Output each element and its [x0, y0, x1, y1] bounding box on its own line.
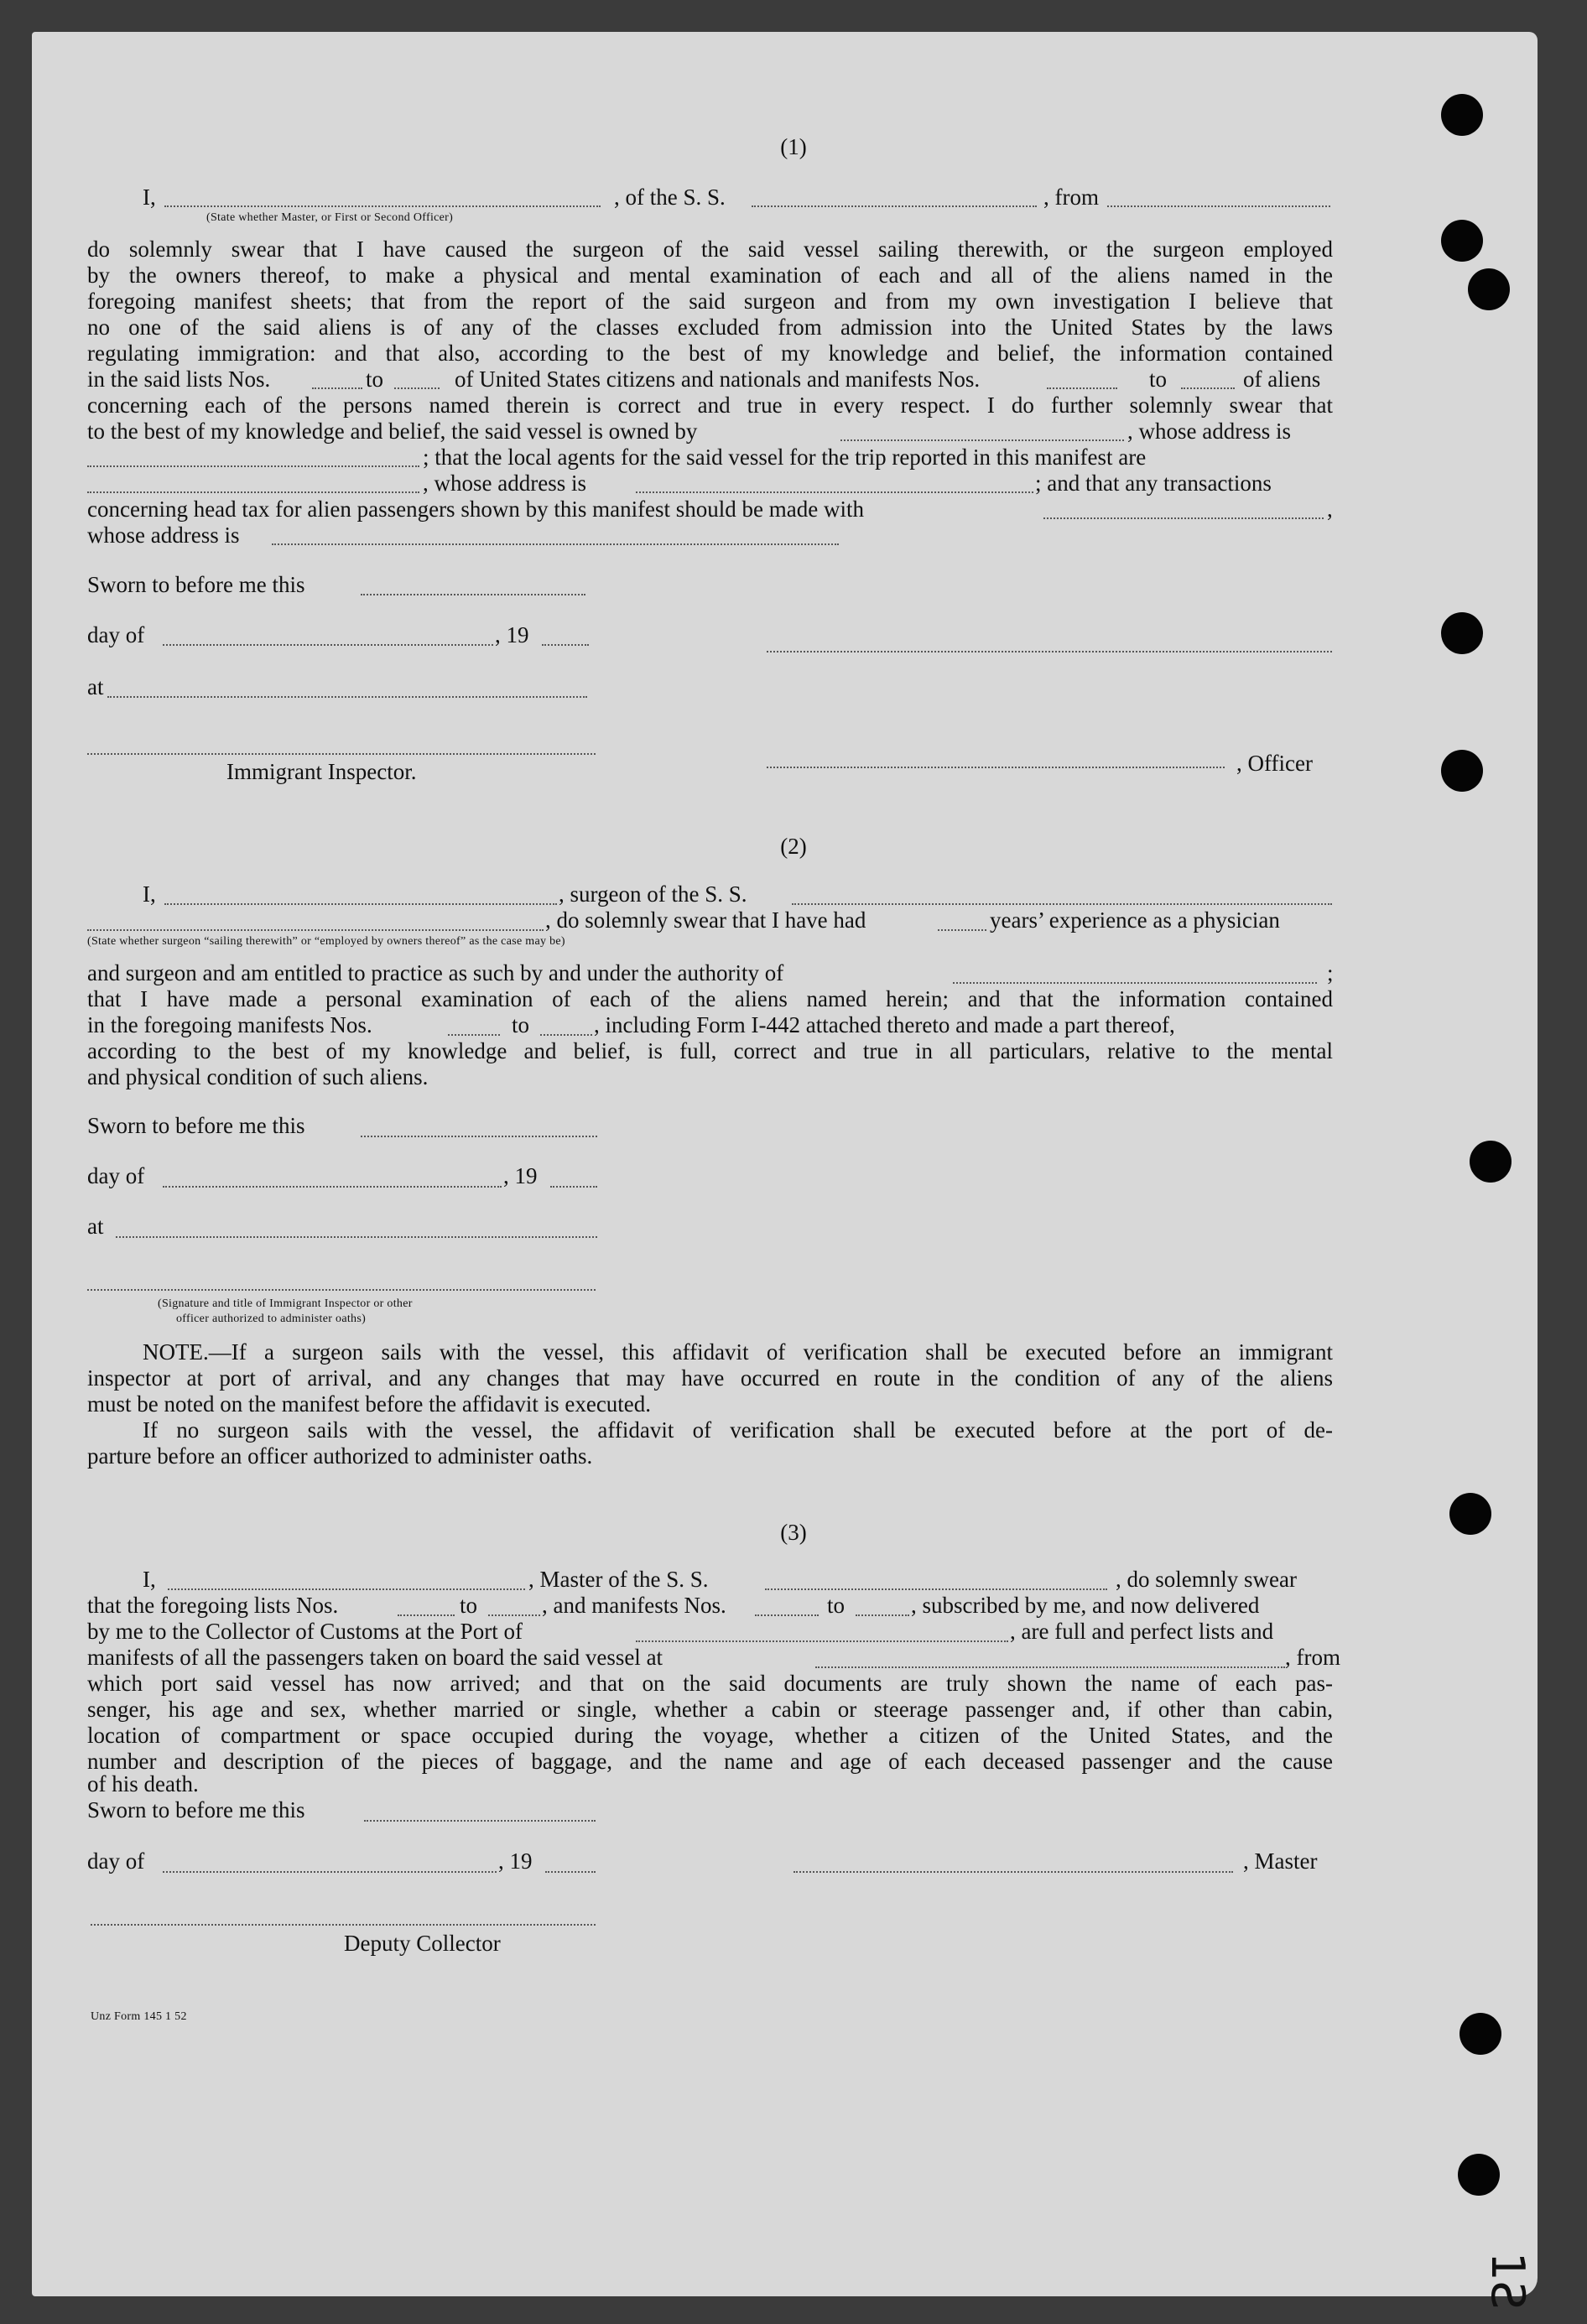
years-experience-field[interactable] — [938, 929, 986, 931]
note-line: NOTE.—If a surgeon sails with the vessel, this affidavit of verification shall be executed before an immigrant — [143, 1339, 1333, 1365]
signature-caption: officer authorized to administer oaths) — [176, 1313, 367, 1325]
text: of aliens — [1243, 367, 1321, 392]
year-label: , 19 — [503, 1163, 538, 1188]
text-line: which port said vessel has now arrived; and that on the said documents are truly shown the name of each pas- — [87, 1671, 1333, 1696]
field-caption: (State whether surgeon “sailing therewith” or “employed by owners thereof” as the case may be) — [87, 935, 565, 948]
lists-from-field[interactable] — [312, 387, 362, 389]
text-line: and physical condition of such aliens. — [87, 1064, 429, 1089]
text: ; — [1327, 960, 1334, 985]
punch-hole — [1441, 750, 1483, 792]
sworn-date-field[interactable] — [364, 1820, 596, 1822]
text: , and manifests Nos. — [542, 1593, 726, 1618]
text-line: according to the best of my knowledge and belief, is full, correct and true in all particulars, relative to the mental — [87, 1038, 1333, 1063]
agents-address-field[interactable] — [636, 491, 1033, 493]
signature-line[interactable] — [767, 651, 1332, 652]
text: that the foregoing lists Nos. — [87, 1593, 339, 1618]
text: , from — [1043, 185, 1099, 210]
day-of-label: day of — [87, 622, 145, 647]
text: by me to the Collector of Customs at the Port of — [87, 1619, 523, 1644]
text-line: number and description of the pieces of baggage, and the name and age of each deceased passenger and the cause — [87, 1749, 1333, 1774]
punch-hole — [1441, 612, 1483, 654]
manifests-to-field[interactable] — [1181, 387, 1235, 389]
sworn-label: Sworn to before me this — [87, 1113, 305, 1138]
text: , surgeon of the S. S. — [559, 881, 747, 907]
manifests-from-field[interactable] — [1047, 387, 1117, 389]
sworn-label: Sworn to before me this — [87, 572, 305, 597]
text: , subscribed by me, and now delivered — [911, 1593, 1260, 1618]
day-of-label: day of — [87, 1163, 145, 1188]
text: in the foregoing manifests Nos. — [87, 1012, 372, 1037]
note-line: If no surgeon sails with the vessel, the affidavit of verification shall be executed before at the port of de- — [143, 1417, 1333, 1443]
text: manifests of all the passengers taken on board the said vessel at — [87, 1645, 663, 1670]
deputy-caption: Deputy Collector — [344, 1931, 501, 1956]
punch-hole — [1468, 268, 1510, 310]
sworn-date-field[interactable] — [361, 594, 585, 595]
text: , do solemnly swear that I have had — [545, 907, 866, 933]
signature-caption: (Signature and title of Immigrant Inspector or other — [158, 1297, 413, 1310]
text: ; that the local agents for the said vessel for the trip reported in this manifest are — [423, 445, 1147, 470]
text: I, — [143, 881, 156, 907]
sworn-date-field[interactable] — [361, 1136, 597, 1137]
place-field[interactable] — [116, 1236, 597, 1238]
inspector-signature-line[interactable] — [87, 753, 596, 755]
surgeon-name-field[interactable] — [164, 903, 557, 905]
text: whose address is — [87, 523, 240, 548]
text: years’ experience as a physician — [990, 907, 1280, 933]
text: , whose address is — [423, 471, 586, 496]
month-field[interactable] — [163, 1186, 502, 1188]
vessel-name-field[interactable] — [752, 205, 1037, 207]
month-field[interactable] — [163, 644, 493, 646]
manifests-from-field[interactable] — [755, 1614, 819, 1616]
place-field[interactable] — [107, 696, 587, 698]
text: of United States citizens and nationals and manifests Nos. — [455, 367, 981, 392]
text-line: senger, his age and sex, whether married or single, whether a cabin or steerage passenger and, if other than cabin, — [87, 1697, 1333, 1722]
text: to the best of my knowledge and belief, the said vessel is owned by — [87, 419, 698, 444]
year-label: , 19 — [495, 622, 529, 647]
officer-caption: , Officer — [1236, 751, 1313, 776]
text: I, — [143, 185, 156, 210]
text-line: foregoing manifest sheets; that from the report of the said surgeon and from my own investigation I believe that — [87, 289, 1333, 314]
text: , are full and perfect lists and — [1010, 1619, 1274, 1644]
master-signature-line[interactable] — [794, 1871, 1233, 1873]
officer-title-field[interactable] — [164, 205, 601, 207]
text: , whose address is — [1127, 419, 1291, 444]
at-label: at — [87, 674, 104, 699]
text: , including Form I-442 attached thereto and made a part thereof, — [594, 1012, 1175, 1037]
note-line: must be noted on the manifest before the affidavit is executed. — [87, 1391, 652, 1417]
text: to — [460, 1593, 478, 1618]
lists-to-field[interactable] — [488, 1614, 540, 1616]
note-line: inspector at port of arrival, and any changes that may have occurred en route in the condition of any of the aliens — [87, 1365, 1333, 1391]
text-line: location of compartment or space occupied during the voyage, whether a citizen of the United States, and the — [87, 1723, 1333, 1748]
form-number: Unz Form 145 1 52 — [91, 2010, 187, 2023]
text: I, — [143, 1567, 156, 1592]
month-field[interactable] — [163, 1871, 497, 1873]
text: and surgeon and am entitled to practice as such by and under the authority of — [87, 960, 784, 985]
note-line: parture before an officer authorized to administer oaths. — [87, 1443, 593, 1469]
year-field[interactable] — [545, 1871, 596, 1873]
text: , from — [1285, 1645, 1340, 1670]
manifests-to-field[interactable] — [856, 1614, 909, 1616]
field-caption: (State whether Master, or First or Second Officer) — [206, 211, 454, 224]
surgeon-status-field[interactable] — [87, 929, 544, 931]
manifests-from-field[interactable] — [448, 1034, 500, 1036]
punch-hole — [1441, 220, 1483, 262]
text: in the said lists Nos. — [87, 367, 271, 392]
handwritten-page-mark: 1Ƨ — [1481, 2252, 1535, 2310]
year-label: , 19 — [498, 1848, 533, 1874]
text-line: regulating immigration: and that also, according to the best of my knowledge and belief, the information contained — [87, 341, 1333, 366]
port-field[interactable] — [636, 1640, 1008, 1642]
text: , do solemnly swear — [1116, 1567, 1297, 1592]
section-2-number: (2) — [780, 834, 807, 859]
text-line: do solemnly swear that I have caused the surgeon of the said vessel sailing therewith, or the surgeon employed — [87, 237, 1333, 262]
section-3-number: (3) — [780, 1520, 807, 1545]
master-name-field[interactable] — [168, 1588, 525, 1590]
owner-address-field[interactable] — [87, 465, 419, 467]
text-line: that I have made a personal examination of each of the aliens named herein; and that the information contained — [87, 986, 1333, 1011]
sworn-label: Sworn to before me this — [87, 1797, 305, 1822]
vessel-name-field[interactable] — [792, 903, 1332, 905]
officer-signature-line[interactable] — [87, 1289, 596, 1291]
master-caption: , Master — [1243, 1848, 1318, 1874]
text: , — [1327, 497, 1333, 522]
text: , of the S. S. — [614, 185, 726, 210]
text-line: no one of the said aliens is of any of the classes excluded from admission into the United States by the laws — [87, 315, 1333, 340]
punch-hole — [1441, 94, 1483, 136]
text: ; and that any transactions — [1035, 471, 1272, 496]
local-agents-field[interactable] — [87, 491, 419, 493]
day-of-label: day of — [87, 1848, 145, 1874]
punch-hole — [1470, 1141, 1512, 1183]
officer-signature-line[interactable] — [767, 767, 1225, 768]
section-1-number: (1) — [780, 134, 807, 159]
head-tax-contact-field[interactable] — [1043, 517, 1324, 519]
vessel-name-field[interactable] — [765, 1588, 1107, 1590]
at-label: at — [87, 1214, 104, 1239]
text: concerning head tax for alien passengers shown by this manifest should be made with — [87, 497, 865, 522]
head-tax-address-field[interactable] — [272, 543, 839, 545]
text: to — [827, 1593, 846, 1618]
authority-field[interactable] — [953, 982, 1317, 984]
text: to — [1149, 367, 1168, 392]
text-line: concerning each of the persons named therein is correct and true in every respect. I do further solemnly swear that — [87, 393, 1333, 418]
year-field[interactable] — [542, 644, 589, 646]
text-line: of his death. — [87, 1771, 199, 1796]
lists-from-field[interactable] — [398, 1614, 455, 1616]
deputy-signature-line[interactable] — [91, 1924, 596, 1926]
manifests-to-field[interactable] — [540, 1034, 592, 1036]
year-field[interactable] — [550, 1186, 597, 1188]
embarkation-port-field[interactable] — [815, 1666, 1285, 1668]
punch-hole — [1460, 2013, 1501, 2055]
text-line: by the owners thereof, to make a physical and mental examination of each and all of the aliens named in the — [87, 263, 1333, 288]
text: , Master of the S. S. — [528, 1567, 709, 1592]
owner-field[interactable] — [840, 439, 1124, 441]
inspector-caption: Immigrant Inspector. — [226, 759, 417, 784]
punch-hole — [1458, 2154, 1500, 2196]
lists-to-field[interactable] — [394, 387, 440, 389]
departure-port-field[interactable] — [1107, 205, 1330, 207]
text: to — [366, 367, 384, 392]
text: to — [512, 1012, 530, 1037]
